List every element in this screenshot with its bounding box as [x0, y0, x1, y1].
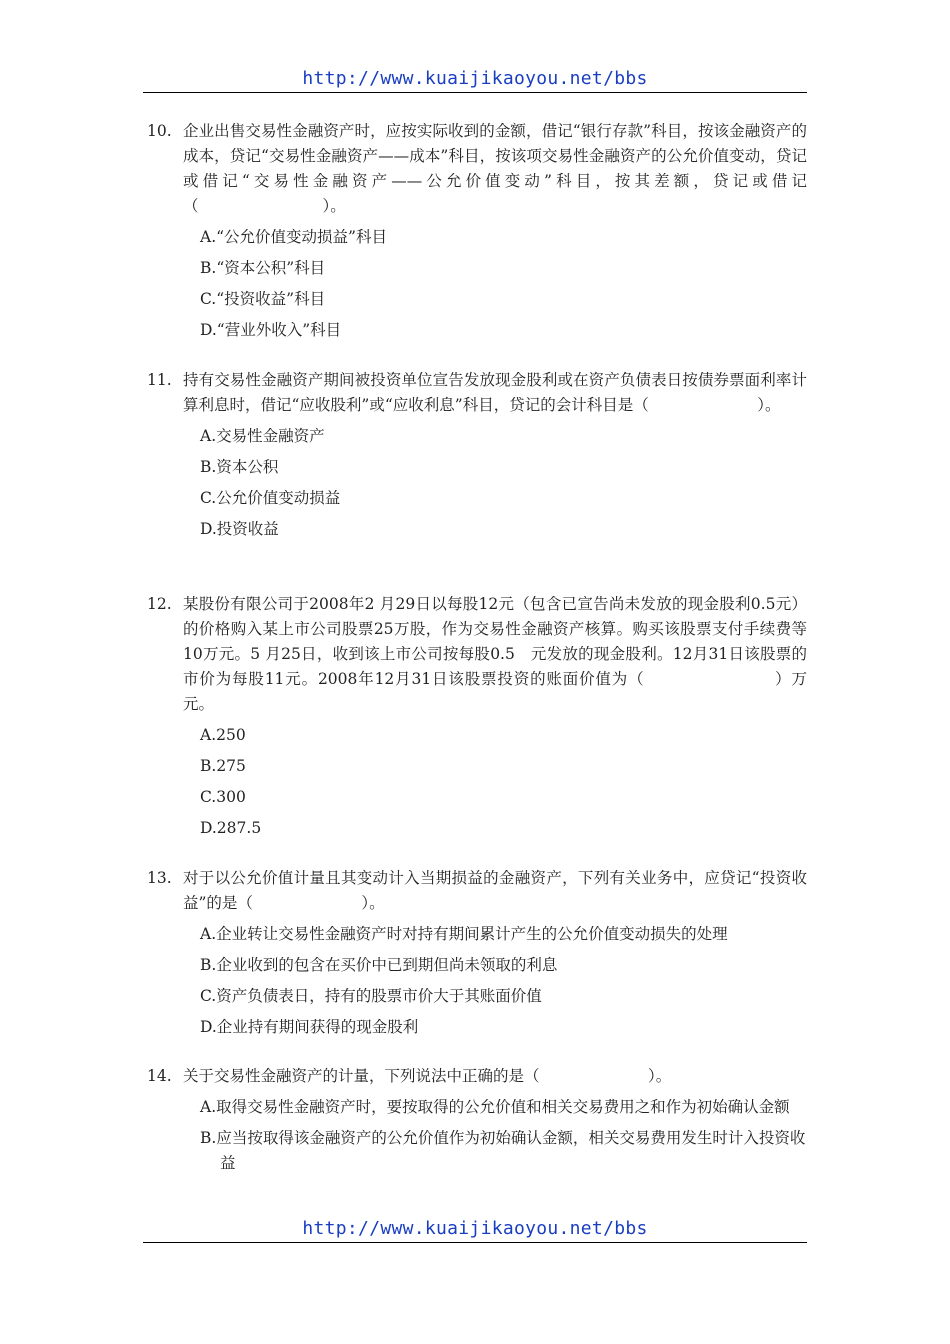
- options-list: [200, 225, 807, 343]
- question-10: [147, 119, 807, 343]
- header-url[interactable]: http://www.kuaijikaoyou.net/bbs: [302, 68, 648, 89]
- option-a: A.“公允价值变动损益”科目: [200, 228, 387, 246]
- question-stem: [147, 1064, 807, 1089]
- footer-url[interactable]: http://www.kuaijikaoyou.net/bbs: [302, 1218, 648, 1239]
- option-d: D.287.5: [200, 819, 262, 837]
- option-c: C.“投资收益”科目: [200, 290, 326, 308]
- option-b: B.资本公积: [200, 458, 279, 476]
- option-d: D.“营业外收入”科目: [200, 321, 342, 339]
- question-text: 持有交易性金融资产期间被投资单位宣告发放现金股利或在资产负债表日按债券票面利率计算利息时，借记“应收股利”或“应收利息”科目，贷记的会计科目是（ ）。: [183, 371, 807, 414]
- footer-rule: [143, 1242, 807, 1243]
- question-11: [147, 368, 807, 542]
- question-number: 11.: [147, 371, 172, 389]
- option-c: C.300: [200, 788, 246, 806]
- question-13: [147, 866, 807, 1040]
- option-c: C.公允价值变动损益: [200, 489, 341, 507]
- options-list: [200, 723, 807, 841]
- options-list: [200, 922, 807, 1040]
- question-text: 某股份有限公司于2008年2 月29日以每股12元（包含已宣告尚未发放的现金股利0.5元）的价格购入某上市公司股票25万股，作为交易性金融资产核算。购买该股票支付手续费等10万元。5 月25日，收到该上市公司按每股0.5 元发放的现金股利。12月31日该股票的市价为每股11元。2008年12月31日该股票投资的账面价值为（ ）万元。: [183, 595, 807, 713]
- question-text: 关于交易性金融资产的计量，下列说法中正确的是（ ）。: [183, 1067, 672, 1085]
- question-number: 14.: [147, 1067, 172, 1085]
- option-b: B.应当按取得该金融资产的公允价值作为初始确认金额，相关交易费用发生时计入投资收益: [200, 1129, 806, 1172]
- option-d: D.投资收益: [200, 520, 279, 538]
- option-a: A.企业转让交易性金融资产时对持有期间累计产生的公允价值变动损失的处理: [200, 925, 728, 943]
- option-a: A.交易性金融资产: [200, 427, 325, 445]
- option-b: B.275: [200, 757, 246, 775]
- question-text: 对于以公允价值计量且其变动计入当期损益的金融资产，下列有关业务中，应贷记“投资收益”的是（ ）。: [183, 869, 807, 912]
- option-b: B.企业收到的包含在买价中已到期但尚未领取的利息: [200, 956, 558, 974]
- options-list: [200, 1095, 807, 1176]
- question-12: [147, 592, 807, 841]
- question-text: 企业出售交易性金融资产时，应按实际收到的金额，借记“银行存款”科目，按该金融资产的成本，贷记“交易性金融资产——成本”科目，按该项交易性金融资产的公允价值变动，贷记或借记“交易性金融资产——公允价值变动”科目，按其差额，贷记或借记（ ）。: [183, 122, 807, 215]
- option-d: D.企业持有期间获得的现金股利: [200, 1018, 419, 1036]
- option-a: A.取得交易性金融资产时，要按取得的公允价值和相关交易费用之和作为初始确认金额: [200, 1098, 790, 1116]
- option-a: A.250: [200, 726, 246, 744]
- question-number: 12.: [147, 595, 172, 613]
- question-stem: [147, 866, 807, 916]
- question-stem: [147, 592, 807, 717]
- option-c: C.资产负债表日，持有的股票市价大于其账面价值: [200, 987, 542, 1005]
- question-number: 13.: [147, 869, 172, 887]
- question-14: [147, 1064, 807, 1176]
- question-stem: [147, 119, 807, 219]
- question-stem: [147, 368, 807, 418]
- question-number: 10.: [147, 122, 172, 140]
- option-b: B.“资本公积”科目: [200, 259, 326, 277]
- header-rule: [143, 92, 807, 93]
- options-list: [200, 424, 807, 542]
